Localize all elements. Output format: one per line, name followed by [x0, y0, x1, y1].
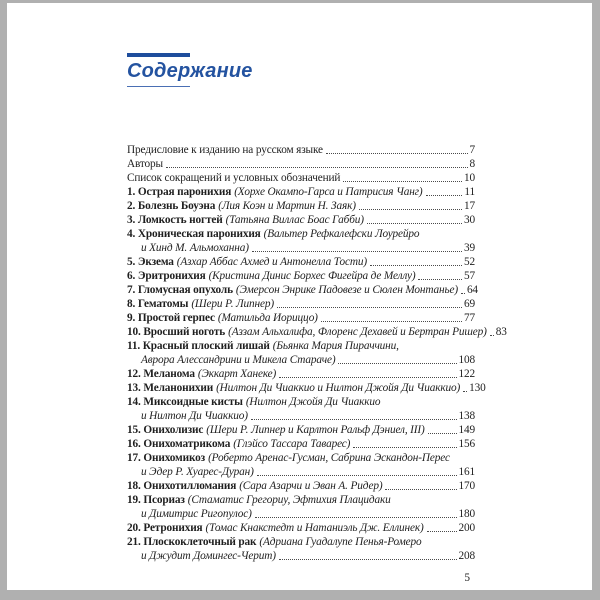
toc-leader [427, 531, 457, 532]
toc-page-number: 149 [458, 424, 475, 436]
chapter-label: 1. Острая паронихия [127, 186, 232, 198]
toc-entry [127, 437, 475, 451]
toc-entry [127, 325, 507, 339]
header-accent-bar [127, 53, 190, 57]
toc-leader [385, 489, 456, 490]
toc-entry [127, 269, 475, 283]
toc-leader [343, 181, 462, 182]
chapter-label: 6. Эритронихия [127, 270, 206, 282]
chapter-authors: (Кристина Динис Борхес Фигейра де Меллу) [208, 270, 416, 282]
chapter-authors-continued: и Хинд М. Альмоханна) [141, 242, 249, 254]
chapter-label: 18. Онихотилломания [127, 480, 237, 492]
toc-leader [279, 377, 456, 378]
toc-page-number: 17 [464, 200, 475, 212]
toc-page-number: 161 [458, 466, 475, 478]
chapter-label: 7. Гломусная опухоль [127, 284, 233, 296]
toc-page-number: 122 [458, 368, 475, 380]
toc-entry [127, 143, 475, 157]
chapter-authors: (Эмерсон Энрике Падовезе и Сюлен Монтанье) [235, 284, 458, 296]
toc-entry [127, 157, 475, 171]
toc-leader [367, 223, 462, 224]
chapter-authors-continued: и Эдер Р. Хуарес-Дуран) [141, 466, 254, 478]
toc-leader [461, 293, 465, 294]
chapter-label: 3. Ломкость ногтей [127, 214, 223, 226]
toc-entry [127, 339, 475, 353]
chapter-label: 10. Вросший ноготь [127, 326, 226, 338]
toc-entry [127, 507, 475, 521]
chapter-authors-continued: и Димитрис Ригопулос) [141, 508, 252, 520]
toc-leader [252, 251, 462, 252]
chapter-label: 15. Онихолизис [127, 424, 204, 436]
toc-entry [127, 213, 475, 227]
toc-entry [127, 255, 475, 269]
chapter-label: 4. Хроническая паронихия [127, 228, 261, 240]
toc-page-number: 57 [464, 270, 475, 282]
page-content [127, 3, 507, 590]
toc-leader [353, 447, 456, 448]
chapter-label: 21. Плоскоклеточный рак [127, 536, 257, 548]
chapter-label: 16. Онихоматрикома [127, 438, 231, 450]
toc-leader [166, 167, 468, 168]
toc-entry [127, 171, 475, 185]
chapter-authors: (Нилтон Джойя Ди Чиаккио [245, 396, 381, 408]
chapter-label: 13. Меланонихии [127, 382, 214, 394]
toc-page-number: 156 [458, 438, 475, 450]
toc-entry [127, 395, 475, 409]
toc-leader [338, 363, 456, 364]
page-header [127, 53, 475, 87]
chapter-label: 19. Псориаз [127, 494, 185, 506]
toc-page-number: 64 [466, 284, 478, 296]
toc-entry [127, 521, 475, 535]
chapter-authors: (Нилтон Ди Чиаккио и Нилтон Джойя Ди Чиаккио) [216, 382, 461, 394]
chapter-authors: (Стаматис Грегориу, Эфтихия Плацидаки [187, 494, 391, 506]
chapter-label: 12. Меланома [127, 368, 195, 380]
front-matter-label: Авторы [127, 158, 163, 170]
toc-entry [127, 283, 478, 297]
front-matter-label: Список сокращений и условных обозначений [127, 172, 341, 184]
toc-page-number: 39 [464, 242, 475, 254]
toc-entry [127, 185, 475, 199]
toc-page-number: 7 [469, 144, 475, 156]
chapter-authors: (Шери Р. Липнер) [191, 298, 274, 310]
chapter-authors-continued: и Джудит Домингес-Черит) [141, 550, 276, 562]
chapter-label: 14. Миксоидные кисты [127, 396, 243, 408]
chapter-authors-continued: Аврора Алессандрини и Микела Стараче) [141, 354, 336, 366]
toc-entry [127, 199, 475, 213]
toc-entry [127, 353, 475, 367]
toc-entry [127, 311, 475, 325]
toc-entry [127, 297, 475, 311]
toc-leader [426, 195, 463, 196]
toc-entry [127, 367, 475, 381]
chapter-authors: (Адриана Гуадалупе Пенья-Ромеро [259, 536, 422, 548]
toc-entry [127, 465, 475, 479]
chapter-authors: (Хорхе Окампо-Гарса и Патрисия Чанг) [234, 186, 423, 198]
chapter-authors: (Роберто Аренас-Гусман, Сабрина Эскандон-Перес [208, 452, 450, 464]
toc-entry [127, 227, 475, 241]
toc-page-number: 77 [464, 312, 475, 324]
toc-list [127, 143, 507, 563]
chapter-label: 17. Онихомикоз [127, 452, 206, 464]
chapter-authors: (Томас Кнакстедт и Натаниэль Дж. Еллинек) [205, 522, 424, 534]
toc-leader [490, 335, 494, 336]
chapter-authors-continued: и Нилтон Ди Чиаккио) [141, 410, 248, 422]
toc-entry [127, 479, 475, 493]
toc-entry [127, 451, 475, 465]
folio: 5 [464, 572, 470, 584]
toc-page-number: 8 [469, 158, 475, 170]
chapter-authors: (Бьянка Мария Пираччини, [272, 340, 399, 352]
toc-page-number: 138 [458, 410, 475, 422]
toc-leader [428, 433, 457, 434]
toc-leader [463, 391, 467, 392]
toc-leader [418, 279, 462, 280]
toc-entry [127, 535, 475, 549]
toc-page-number: 108 [458, 354, 475, 366]
toc-page-number: 200 [458, 522, 475, 534]
toc-leader [255, 517, 457, 518]
front-matter-label: Предисловие к изданию на русском языке [127, 144, 323, 156]
toc-page-number: 10 [464, 172, 475, 184]
page-title: Содержание [127, 60, 253, 82]
toc-page-number: 208 [458, 550, 475, 562]
toc-page-number: 52 [464, 256, 475, 268]
chapter-authors: (Лия Коэн и Мартин Н. Заяк) [218, 200, 356, 212]
toc-page-number: 83 [495, 326, 507, 338]
toc-page-number: 11 [464, 186, 475, 198]
chapter-authors: (Эккарт Ханеке) [197, 368, 277, 380]
chapter-label: 2. Болезнь Боуэна [127, 200, 216, 212]
toc-leader [370, 265, 462, 266]
chapter-authors: (Сара Азарчи и Эван А. Ридер) [239, 480, 383, 492]
toc-entry [127, 409, 475, 423]
toc-page-number: 180 [458, 508, 475, 520]
chapter-authors: (Вальтер Рефкалефски Лоурейро [263, 228, 420, 240]
chapter-authors: (Шери Р. Липнер и Карлтон Ральф Дэниел, III) [206, 424, 425, 436]
toc-leader [321, 321, 462, 322]
toc-page-number: 170 [458, 480, 475, 492]
chapter-authors: (Азхар Аббас Ахмед и Антонелла Тости) [176, 256, 367, 268]
toc-page-number: 30 [464, 214, 475, 226]
toc-leader [279, 559, 457, 560]
toc-leader [359, 209, 462, 210]
toc-entry [127, 381, 486, 395]
toc-leader [251, 419, 457, 420]
toc-leader [277, 307, 462, 308]
toc-entry [127, 423, 475, 437]
toc-leader [257, 475, 457, 476]
chapter-authors: (Матильда Иориццо) [217, 312, 318, 324]
toc-entry [127, 493, 475, 507]
book-page [7, 3, 592, 590]
toc-page-number: 130 [469, 382, 486, 394]
toc-entry [127, 241, 475, 255]
chapter-label: 8. Гематомы [127, 298, 189, 310]
toc-entry [127, 549, 475, 563]
chapter-label: 9. Простой герпес [127, 312, 215, 324]
chapter-authors: (Татьяна Виллас Боас Габби) [225, 214, 364, 226]
chapter-authors: (Глэйсо Тассара Таварес) [233, 438, 351, 450]
chapter-label: 20. Ретронихия [127, 522, 203, 534]
chapter-label: 11. Красный плоский лишай [127, 340, 270, 352]
toc-page-number: 69 [464, 298, 475, 310]
header-rule [127, 86, 190, 87]
chapter-label: 5. Экзема [127, 256, 174, 268]
chapter-authors: (Аззам Альхалифа, Флоренс Дехавей и Бертран Ришер) [228, 326, 487, 338]
toc-leader [326, 153, 468, 154]
